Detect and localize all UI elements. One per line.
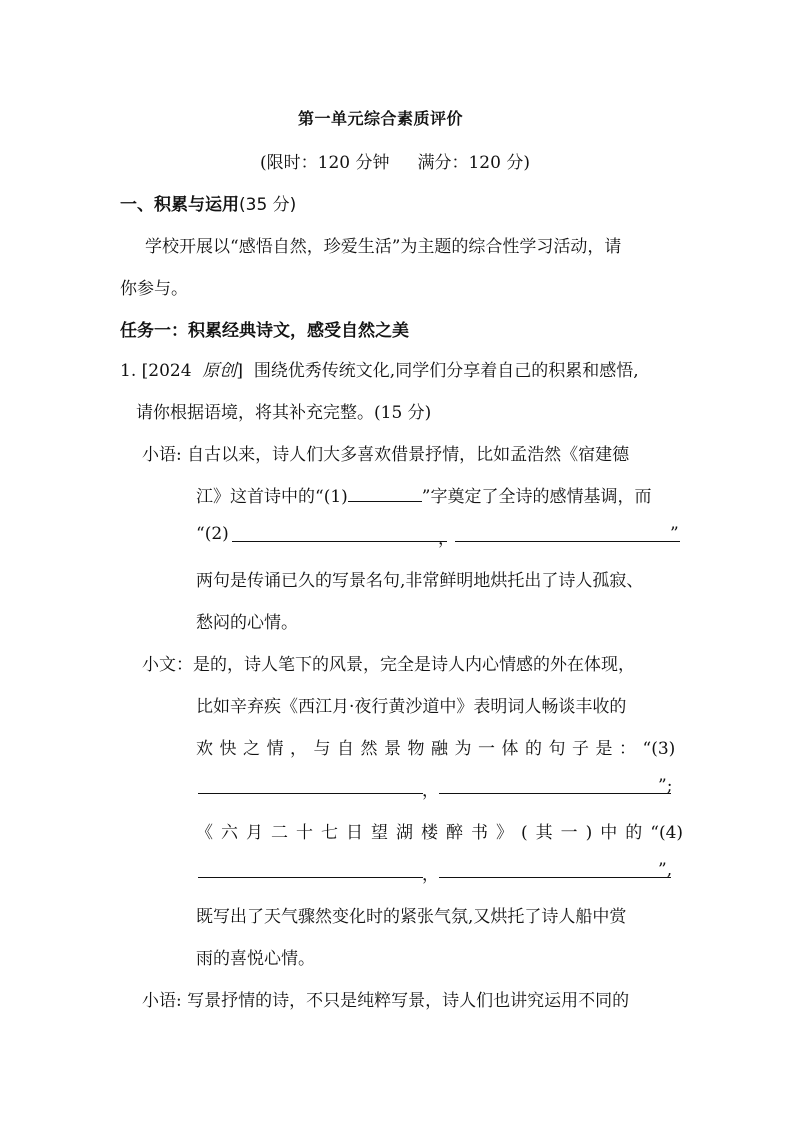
dialogue-xiaowen-line-5: 《六月二十七日望湖楼醉书》(其一)中的“(4) (196, 823, 684, 843)
answer-blank-2b[interactable] (455, 541, 680, 542)
answer-blank-4b[interactable] (439, 877, 671, 878)
speaker-xiaowen: 小文： (142, 655, 193, 675)
dialogue-xiaowen-line-1: 小文：是的，诗人笔下的风景，完全是诗人内心情感的外在体现， (142, 655, 635, 675)
question-1-line-2: 请你根据语境，将其补充完整。(15 分) (136, 403, 432, 423)
question-1-line-1: 1. [2024 原创] 围绕优秀传统文化,同学们分享着自己的积累和感悟, (120, 361, 639, 381)
dialogue-xiaowen-line-3: 欢快之情，与自然景物融为一体的句子是：“(3) (196, 739, 676, 759)
answer-blank-4a[interactable] (198, 877, 423, 878)
dialogue-xiaoyu-1-line-1: 小语: 自古以来，诗人们大多喜欢借景抒情，比如孟浩然《宿建德 (142, 445, 630, 465)
comma: ， (422, 865, 439, 885)
dialogue-xiaowen-line-2: 比如辛弃疾《西江月·夜行黄沙道中》表明词人畅谈丰收的 (196, 697, 627, 717)
dialogue-xiaoyu-1-line-5: 愁闷的心情。 (196, 613, 298, 633)
comma: ， (438, 529, 455, 549)
dialogue-xiaoyu-1-line-4: 两句是传诵已久的写景名句,非常鲜明地烘托出了诗人孤寂、 (196, 571, 644, 591)
dialogue-xiaowen-line-7: 既写出了天气骤然变化时的紧张气氛,又烘托了诗人船中赏 (196, 907, 627, 927)
intro-line-1: 学校开展以“感悟自然，珍爱生活”为主题的综合性学习活动，请 (145, 237, 622, 257)
time-score-info (260, 148, 530, 173)
close-quote-comma: ”, (658, 860, 673, 880)
dialogue-xiaowen-line-8: 雨的喜悦心情。 (196, 949, 315, 969)
task-heading: 任务一：积累经典诗文，感受自然之美 (120, 321, 409, 341)
full-score: 满分：120 分) (417, 153, 530, 173)
close-quote: ” (670, 524, 679, 544)
answer-blank-1[interactable] (348, 487, 422, 502)
comma: ， (422, 781, 439, 801)
answer-blank-2a[interactable] (232, 541, 447, 542)
dialogue-xiaoyu-1-line-2: 江》这首诗中的“(1) ”字奠定了全诗的感情基调，而 (196, 487, 652, 507)
answer-blank-3a[interactable] (198, 793, 423, 794)
close-quote-semicolon: ”; (658, 776, 673, 796)
intro-line-2: 你参与。 (120, 279, 188, 299)
section-heading: 一、积累与运用(35 分) (120, 195, 297, 215)
page-title: 第一单元综合素质评价 (298, 109, 464, 128)
speaker-xiaoyu: 小语: (142, 445, 182, 465)
time-limit: (限时：120 分钟 (260, 153, 390, 173)
answer-blank-3b[interactable] (439, 793, 671, 794)
source-tag: 原创 (202, 361, 237, 381)
dialogue-xiaoyu-1-line-3: “(2) (196, 524, 229, 544)
speaker-xiaoyu: 小语: (142, 991, 182, 1011)
dialogue-xiaoyu-2-line-1: 小语: 写景抒情的诗，不只是纯粹写景，诗人们也讲究运用不同的 (142, 991, 630, 1011)
